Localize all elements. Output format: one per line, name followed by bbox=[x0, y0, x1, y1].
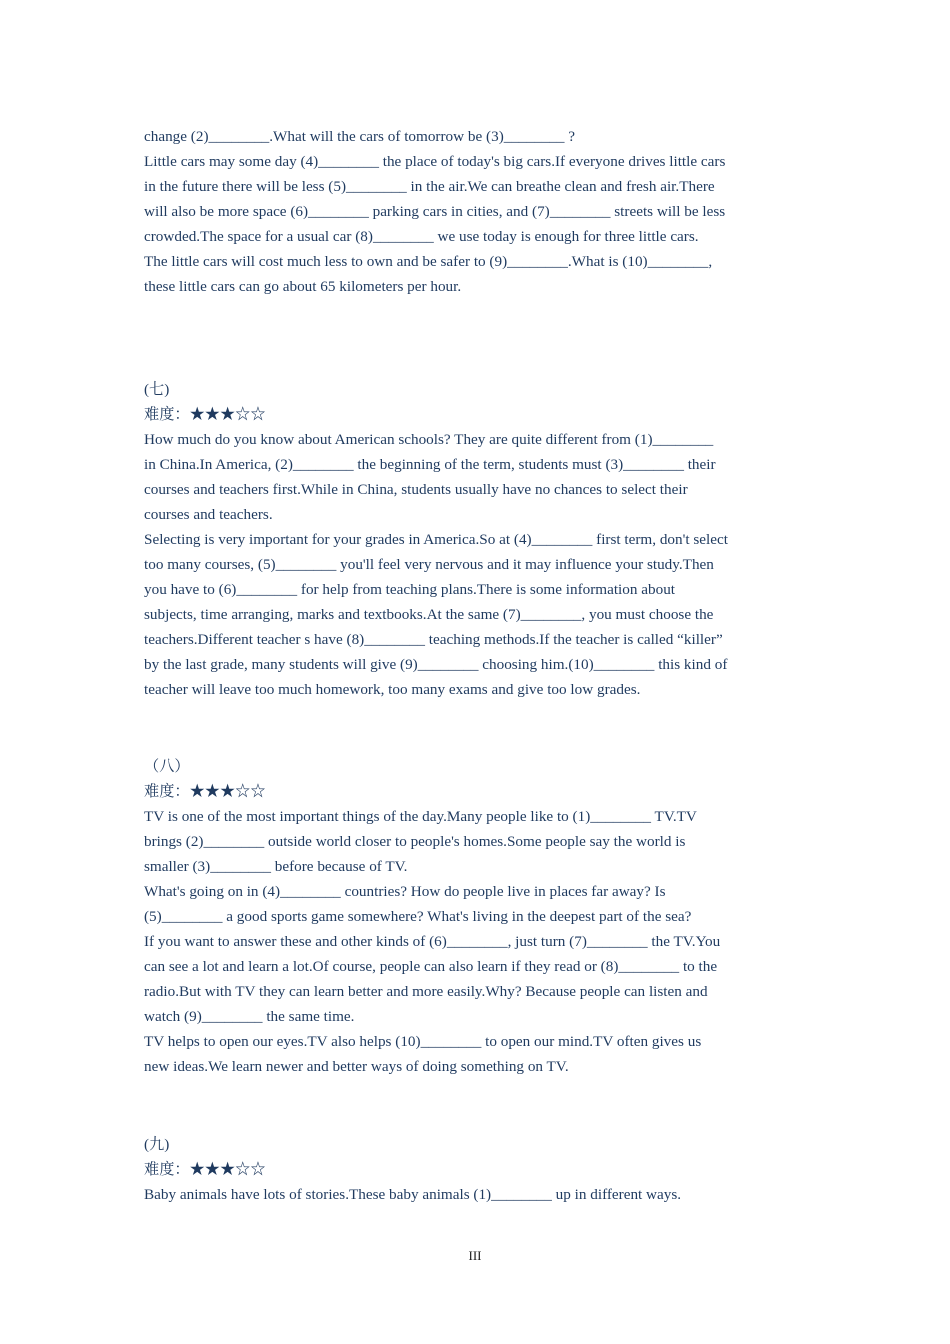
text-line: crowded.The space for a usual car (8)________ we use today is enough for three little cars. bbox=[144, 228, 699, 245]
section-heading: （八） bbox=[144, 758, 190, 775]
text-line: brings (2)________ outside world closer to people's homes.Some people say the world is bbox=[144, 833, 686, 850]
text-line: How much do you know about American schools? They are quite different from (1)________ bbox=[144, 431, 714, 448]
section-7 bbox=[144, 377, 804, 702]
text-line: you have to (6)________ for help from teaching plans.There is some information about bbox=[144, 581, 676, 598]
text-line: in China.In America, (2)________ the beginning of the term, students must (3)________ their bbox=[144, 456, 716, 473]
text-line: change (2)________.What will the cars of tomorrow be (3)________ ? bbox=[144, 128, 576, 145]
text-line: If you want to answer these and other kinds of (6)________, just turn (7)________ the TV.You bbox=[144, 933, 721, 950]
text-line: The little cars will cost much less to own and be safer to (9)________.What is (10)________, bbox=[144, 253, 713, 270]
text-line: What's going on in (4)________ countries? How do people live in places far away? Is bbox=[144, 883, 666, 900]
section-9 bbox=[144, 1132, 804, 1207]
text-line: Little cars may some day (4)________ the place of today's big cars.If everyone drives little cars bbox=[144, 153, 726, 170]
section-8 bbox=[144, 754, 804, 1079]
section-heading: (九) bbox=[144, 1136, 170, 1153]
text-line: (5)________ a good sports game somewhere? What's living in the deepest part of the sea? bbox=[144, 908, 692, 925]
section-6-passage bbox=[144, 124, 804, 299]
text-line: new ideas.We learn newer and better ways of doing something on TV. bbox=[144, 1058, 569, 1075]
text-line: in the future there will be less (5)________ in the air.We can breathe clean and fresh air.There bbox=[144, 178, 715, 195]
text-line: TV helps to open our eyes.TV also helps (10)________ to open our mind.TV often gives us bbox=[144, 1033, 702, 1050]
text-line: Baby animals have lots of stories.These baby animals (1)________ up in different ways. bbox=[144, 1186, 682, 1203]
page-number: III bbox=[468, 1248, 482, 1263]
text-line: watch (9)________ the same time. bbox=[144, 1008, 355, 1025]
text-line: smaller (3)________ before because of TV. bbox=[144, 858, 408, 875]
text-line: will also be more space (6)________ parking cars in cities, and (7)________ streets will be less bbox=[144, 203, 726, 220]
text-line: by the last grade, many students will give (9)________ choosing him.(10)________ this kind of bbox=[144, 656, 728, 673]
text-line: Selecting is very important for your grades in America.So at (4)________ first term, don't select bbox=[144, 531, 728, 548]
difficulty-rating: 难度：★★★☆☆ bbox=[144, 406, 266, 423]
text-line: too many courses, (5)________ you'll feel very nervous and it may influence your study.Then bbox=[144, 556, 714, 573]
text-line: subjects, time arranging, marks and textbooks.At the same (7)________, you must choose the bbox=[144, 606, 714, 623]
text-line: courses and teachers. bbox=[144, 506, 273, 523]
difficulty-rating: 难度：★★★☆☆ bbox=[144, 1161, 266, 1178]
text-line: can see a lot and learn a lot.Of course, people can also learn if they read or (8)________ to the bbox=[144, 958, 718, 975]
section-heading: (七) bbox=[144, 381, 170, 398]
difficulty-rating: 难度：★★★☆☆ bbox=[144, 783, 266, 800]
text-line: these little cars can go about 65 kilometers per hour. bbox=[144, 278, 462, 295]
text-line: TV is one of the most important things of the day.Many people like to (1)________ TV.TV bbox=[144, 808, 697, 825]
text-line: radio.But with TV they can learn better and more easily.Why? Because people can listen and bbox=[144, 983, 708, 1000]
text-line: teachers.Different teacher s have (8)________ teaching methods.If the teacher is called “killer” bbox=[144, 631, 723, 648]
text-line: teacher will leave too much homework, too many exams and give too low grades. bbox=[144, 681, 641, 698]
text-line: courses and teachers first.While in China, students usually have no chances to select their bbox=[144, 481, 688, 498]
